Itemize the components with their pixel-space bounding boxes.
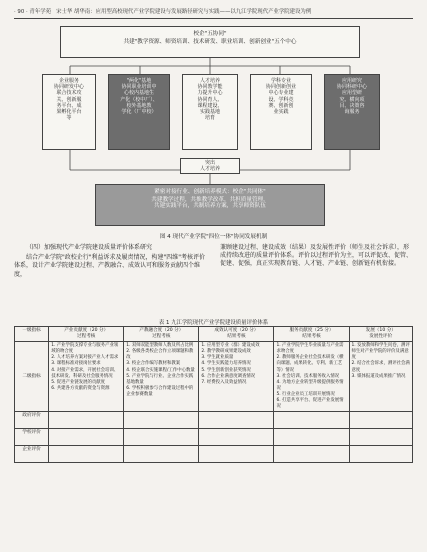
article-title: 宋士华 胡华南：应用型高校现代产业学院建设与发展路径研究与实践——以九江学院现代产业学院建设为例 (56, 9, 312, 15)
row-label-0: 政府评价 (15, 412, 49, 429)
row-label-2: 企业评价 (15, 446, 49, 463)
center-top-title: 校企"五协同" (193, 31, 227, 37)
col-header-1 (124, 327, 199, 342)
page-number: · 90 · 青年学苑 (14, 9, 51, 15)
col-name-4: 发展（10 分） (365, 328, 396, 333)
enterprise-service-box (42, 74, 96, 150)
bottom-community-line-1: 共建教学过程，共推教学改革，共担质量管理， (151, 197, 269, 204)
col-name-0: 产业贡献度（20 分） (64, 328, 109, 333)
col-sub-0: 过程考核 (77, 334, 96, 340)
table-header-row (15, 327, 413, 342)
bottom-community-line-2: 共建实践平台，共制培养方案，共享师资队伍 (154, 203, 266, 210)
enterprise-service-text: 企业服务 协同研发中心 联合技术攻 关、创新服 务平台、成 果孵化平台 等 (53, 78, 84, 122)
right-column (220, 244, 413, 269)
col-name-3: 服务贡献度（25 分） (289, 328, 334, 333)
section-heading: （四）加强现代产业学院建设质量评价体系研究 (26, 244, 153, 251)
table-row (15, 342, 413, 412)
table-row (15, 446, 413, 463)
right-paragraph: 兼顾建设过程、建设成效（结果）及发展性评价（师生及社会诉求），形成持续改进的质量评价体系。评价以过程评价为主，可以评促改、促管、促建、促强，真正实现教育链、人才链、产业链、创新链有机衔接。 (220, 244, 413, 268)
row-label-1: 学校评价 (15, 429, 49, 446)
highlight-arrow-box (180, 158, 240, 174)
col-name-1: 产教融合度（20 分） (139, 328, 184, 333)
table-row (15, 429, 413, 446)
evaluation-table (14, 326, 413, 463)
col-sub-4: 发展性评价 (369, 334, 393, 340)
bottom-community-title: 紧密对接行业、创新培养模式：校企"共同体" (154, 189, 266, 195)
discipline-text: 学科专业 协同创新创业 中心专业建 设、学科竞 赛、创新创 业实践 (265, 78, 296, 116)
col-items-0: 1. 产业学院支撑专业与服务产业领域的吻合度 2. 人才培养方案对接产业人才需求 3. 课程标准对接岗位要求 4. 对接产业需求，开展社会培训、技术研发、科研及社会服务情况 5. 促进产业链发展的贡献度 6. 共建各方贡献的资金与资源 (49, 342, 124, 412)
figure-caption: 图 4 现代产业学院"四位一体"协同发展机制 (159, 234, 268, 240)
col-sub-1: 过程考核 (152, 334, 171, 340)
first-level-cell: 一级指标 (15, 327, 49, 342)
talent-training-box (182, 74, 238, 150)
left-column (14, 244, 206, 279)
table-caption: 表 1 九江学院现代产业学院建设质量评价体系 (158, 320, 269, 326)
col-header-3 (274, 327, 349, 342)
col-name-2: 成效认可度（20 分） (214, 328, 259, 333)
dual-base-box (108, 74, 170, 150)
applied-research-box (324, 74, 380, 150)
discipline-box (250, 74, 312, 150)
col-sub-2: 结果考核 (227, 334, 246, 340)
dual-base-text: "两化"基地 协同职业培训中 心校内基地生 产化（校中厂）、 校外基地教 学化（厂中校） (120, 78, 158, 116)
col-items-4: 1. 发放教师和学生问卷，测评师生对产业学院的评价及满意度 2. 结合社会诉求，测评社会满意度 3. 媒体报道及成果推广情况 (349, 342, 412, 412)
second-level-cell: 二级指标 (15, 342, 49, 412)
talent-training-text: 人才培养 协同教学能 力提升中心 协同育人、 课程建设、 实践基地 培育 (197, 78, 223, 122)
highlight-arrow-text: 突出 人才培养 (199, 160, 220, 173)
col-header-2 (199, 327, 274, 342)
col-items-3: 1. 产业学院学生毕业质量与产业需求吻合度 2. 教师服务企业社会技术研发（横向课题、成果转化、专利、新工艺等）情况 3. 社会培训、技术服务收入情况 4. 为地方企业转型升级提供服务情况 5. 行业企业员工培训开展情况 6. 打造共享平台、促进产业发展情况 (274, 342, 349, 412)
col-header-0 (49, 327, 124, 342)
center-top-subtitle: 共建"教学资源、师资培训、技术研发、职业培训、创新创业"五个中心 (123, 39, 297, 46)
applied-research-text: 应用研究 协同科研中心 应用型研 究、横向项 目、决策咨 询服务 (336, 78, 367, 116)
left-paragraph: 结合产业学院"政校企行"利益诉求及履责情况，构建"四维"考核评价体系，设计产业学院建设过程、产教融合、成效认可和服务贡献四个维度， (14, 254, 206, 278)
table-row (15, 412, 413, 429)
col-sub-3: 结果考核 (302, 334, 321, 340)
bottom-community-box (95, 184, 325, 226)
col-items-1: 1. 双师双能型教师人数及所占比例 2. 各级各类校企合作立项课题和教改 3. 校企合作编写教材和教案 4. 校企联合实施课程/工作中心数量 5. 产业学院与行业、企业合作实践基地数量 6. 学校积极参与合作建设过程中的企业参赛数量 (124, 342, 199, 412)
col-items-2: 1. 应用型专业（群）建设成效 2. 教学教研成果建设成效 3. 学生就业质量 4. 学生实践能力培养情况 5. 学生创新创业获奖情况 6. 合作企业满意度调查情况 7. 经费投入及效益情况 (199, 342, 274, 412)
col-header-4 (349, 327, 412, 342)
